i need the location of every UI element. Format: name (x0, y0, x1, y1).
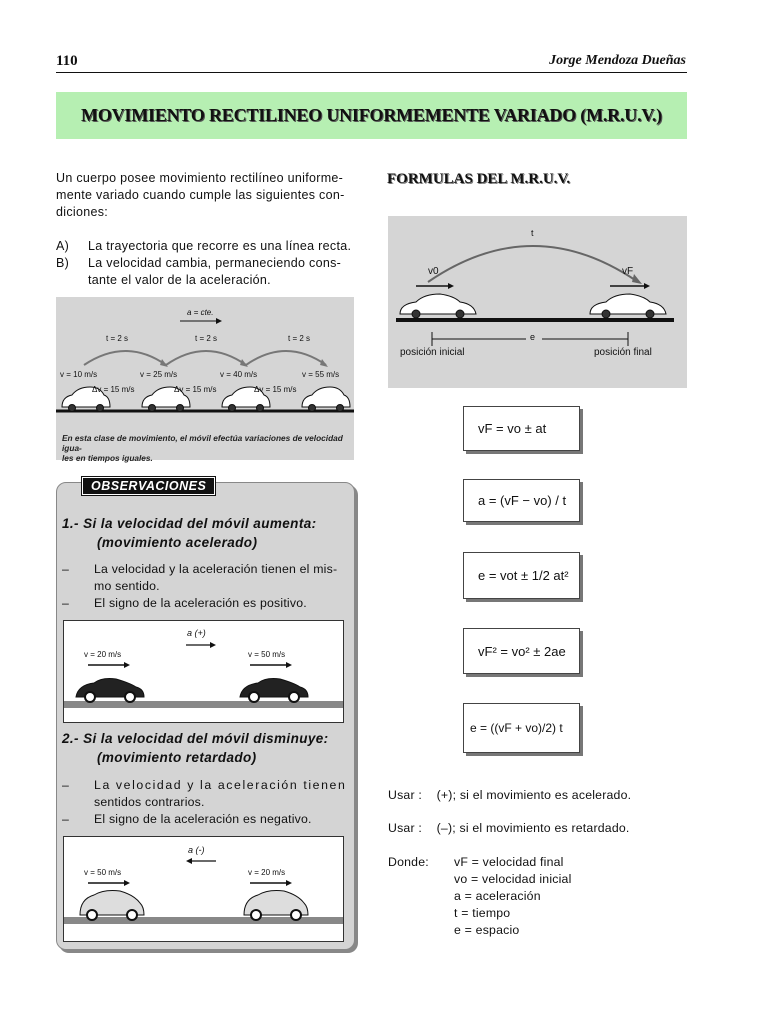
car-icon (244, 891, 308, 921)
velocity-label: v = 50 m/s (84, 868, 122, 877)
condition-b (56, 255, 356, 272)
intro-line: mente variado cuando cumple las siguientes con- (56, 188, 345, 202)
case1-item (62, 595, 347, 612)
intro-line: Un cuerpo posee movimiento rectilíneo uniforme- (56, 171, 344, 185)
definitions-list (454, 854, 572, 939)
delta-label: Δv = 15 m/s (254, 385, 297, 394)
list-dash: – (62, 778, 70, 792)
condition-b-cont (56, 272, 356, 289)
velocity-label: v = 20 m/s (248, 868, 286, 877)
delta-label: Δv = 15 m/s (174, 385, 217, 394)
time-arc (428, 246, 638, 282)
observaciones-tag: OBSERVACIONES (82, 477, 215, 495)
case2-figure (63, 836, 344, 942)
accel-label: a (+) (187, 628, 206, 638)
page-number: 110 (56, 53, 78, 69)
item-text: mo sentido. (94, 579, 160, 593)
usar-text: (+); si el movimiento es acelerado. (436, 788, 632, 802)
page-title: MOVIMIENTO RECTILINEO UNIFORMEMENTE VARIADO (M.R.U.V.) (81, 105, 662, 125)
time-label: t = 2 s (106, 334, 129, 343)
position-diagram (388, 216, 687, 388)
time-label: t = 2 s (195, 334, 218, 343)
case1-figure (63, 620, 344, 723)
car-icon (400, 294, 476, 318)
formula-vf-squared: vF² = vo² ± 2ae (478, 643, 566, 659)
velocity-label: v = 25 m/s (140, 370, 178, 379)
definition: a = aceleración (454, 889, 541, 903)
heading-line: (movimiento acelerado) (97, 535, 258, 550)
time-arc (166, 351, 246, 365)
formula-a: a = (vF − vo) / t (478, 493, 567, 508)
definition: e = espacio (454, 923, 520, 937)
condition-marker: B) (56, 256, 70, 270)
accel-label: a (-) (188, 845, 205, 855)
formula-e: e = vot ± 1/2 at² (478, 568, 569, 583)
car-icon (302, 387, 350, 412)
case1-item (62, 561, 347, 578)
velocity-label: v = 40 m/s (220, 370, 258, 379)
item-text: sentidos contrarios. (94, 795, 205, 809)
velocity-label: v = 20 m/s (84, 650, 122, 659)
delta-label: Δv = 15 m/s (92, 385, 135, 394)
time-arc (246, 351, 326, 365)
figure-caption (62, 433, 352, 463)
e-label: e (530, 332, 536, 342)
usar-retardado (388, 820, 688, 837)
car-icon (80, 891, 144, 921)
case1-heading (62, 514, 352, 552)
list-dash: – (62, 812, 70, 826)
v0-label: v0 (428, 266, 439, 277)
usar-label: Usar : (388, 821, 422, 835)
item-text: La velocidad y la aceleración tienen (94, 778, 347, 792)
velocity-label: v = 10 m/s (60, 370, 98, 379)
formula-box-1 (463, 406, 580, 451)
time-arc (84, 351, 166, 365)
case2-list (62, 777, 347, 828)
case2-heading (62, 729, 352, 767)
condition-text: tante el valor de la aceleración. (88, 273, 271, 287)
accel-label: a = cte. (187, 308, 214, 317)
end-label: posición final (594, 347, 652, 358)
formula-vf: vF = vo ± at (478, 421, 547, 436)
t-label: t (531, 228, 534, 238)
list-dash: – (62, 596, 70, 610)
heading-line: (movimiento retardado) (97, 750, 257, 765)
item-text: El signo de la aceleración es negativo. (94, 812, 312, 826)
title-band (56, 92, 687, 139)
definition: vo = velocidad inicial (454, 872, 572, 886)
donde-block (388, 854, 688, 939)
case2-item-cont (62, 794, 347, 811)
item-text: La velocidad y la aceleración tienen el mis- (94, 562, 338, 576)
header-rule (56, 72, 687, 73)
position-diagram-svg (388, 216, 687, 388)
intro-line: diciones: (56, 205, 109, 219)
velocity-label: v = 50 m/s (248, 650, 286, 659)
condition-a (56, 238, 356, 255)
case2-item (62, 777, 347, 794)
heading-line: 2.- Si la velocidad del móvil disminuye: (62, 731, 329, 746)
case1-list (62, 561, 347, 612)
definition: vF = velocidad final (454, 855, 564, 869)
condition-text: La velocidad cambia, permaneciendo cons- (88, 256, 342, 270)
formula-box-3 (463, 552, 580, 599)
car-icon (590, 294, 666, 318)
item-text: El signo de la aceleración es positivo. (94, 596, 307, 610)
formulas-heading: FORMULAS DEL M.R.U.V. (387, 171, 571, 187)
caption-line: les en tiempos iguales. (62, 453, 153, 463)
usar-label: Usar : (388, 788, 422, 802)
intro-paragraph (56, 170, 356, 221)
vf-label: vF (622, 266, 634, 277)
car-icon (240, 679, 308, 703)
conditions-list (56, 238, 356, 289)
velocity-label: v = 55 m/s (302, 370, 340, 379)
heading-line: 1.- Si la velocidad del móvil aumenta: (62, 516, 317, 531)
car-icon (76, 679, 144, 703)
figure-constant-acceleration (56, 297, 354, 463)
list-dash: – (62, 562, 70, 576)
case1-item-cont (62, 578, 347, 595)
formula-e-average: e = ((vF + vo)/2) t (470, 721, 563, 735)
usar-acelerado (388, 787, 688, 804)
formula-box-4 (463, 628, 580, 674)
caption-line: En esta clase de movimiento, el móvil efectúa variaciones de velocidad igua- (62, 433, 343, 453)
condition-marker: A) (56, 239, 70, 253)
time-label: t = 2 s (288, 334, 311, 343)
author-name: Jorge Mendoza Dueñas (549, 53, 686, 68)
donde-label: Donde: (388, 855, 429, 869)
condition-text: La trayectoria que recorre es una línea recta. (88, 239, 352, 253)
formula-box-5 (463, 703, 580, 753)
case2-item (62, 811, 347, 828)
definition: t = tiempo (454, 906, 511, 920)
motion-diagram (56, 297, 354, 432)
start-label: posición inicial (400, 347, 465, 358)
usar-text: (–); si el movimiento es retardado. (436, 821, 630, 835)
formula-box-2 (463, 479, 580, 522)
